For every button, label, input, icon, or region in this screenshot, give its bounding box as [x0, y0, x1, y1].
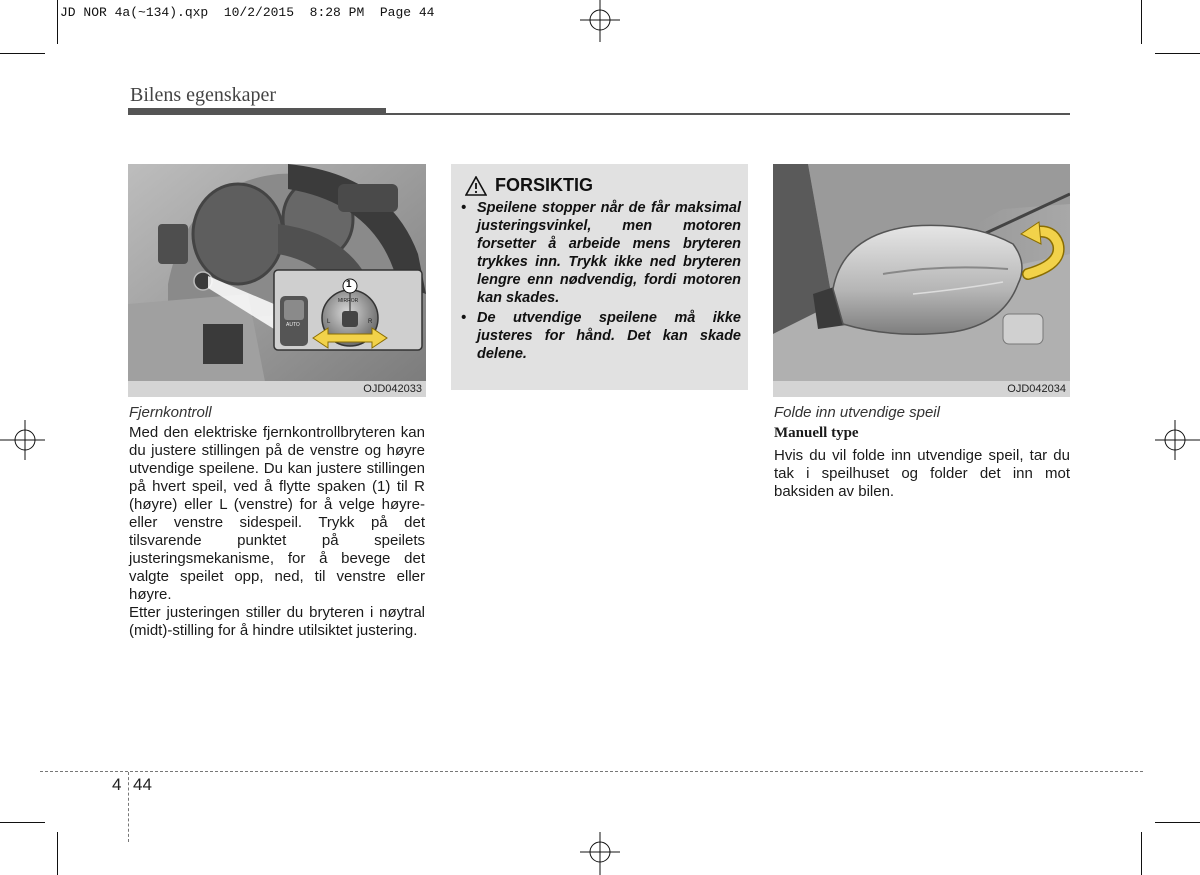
chapter-number: 4 — [112, 775, 122, 794]
caution-list — [459, 199, 741, 365]
caution-item: • De utvendige speilene må ikke justeres for hånd. Det kan skade delene. — [461, 310, 741, 362]
header-rule-thick — [128, 108, 386, 115]
right-body-text: Hvis du vil folde inn utvendige speil, tar du tak i speilhuset og folder det inn mot baksiden av bilen. — [774, 447, 1070, 500]
caution-header — [465, 175, 593, 196]
print-file-header: JD NOR 4a(~134).qxp 10/2/2015 8:28 PM Page 44 — [60, 5, 435, 20]
registration-mark-bottom — [575, 830, 625, 875]
switch-label-mirror: MIRROR — [338, 298, 359, 304]
footer-dashed-rule — [40, 771, 1143, 772]
warning-triangle-icon — [465, 176, 487, 196]
mirror-switch-figure — [128, 164, 426, 397]
header-rule-thin — [386, 113, 1070, 115]
footer-dashed-divider — [128, 772, 129, 842]
caution-box — [451, 164, 748, 390]
left-body-text — [129, 424, 425, 640]
switch-label-auto: AUTO — [286, 322, 300, 328]
registration-mark-right — [1155, 415, 1200, 465]
subheading-fold-mirrors: Folde inn utvendige speil — [774, 404, 940, 421]
subheading-remote-control: Fjernkontroll — [129, 404, 212, 421]
manual-type-heading: Manuell type — [774, 425, 859, 441]
figure-caption-left: OJD042033 — [128, 381, 426, 397]
left-paragraph-2: Etter justeringen stiller du bryteren i nøytral (midt)-stilling for å hindre utilsiktet justering. — [129, 604, 425, 639]
section-title: Bilens egenskaper — [130, 84, 277, 106]
switch-label-left: L — [327, 319, 331, 325]
registration-mark-top — [575, 0, 625, 45]
figure-caption-right: OJD042034 — [773, 381, 1070, 397]
caution-item: • Speilene stopper når de får maksimal justeringsvinkel, men motoren forsetter å arbeide mens bryteren trykkes inn. Trykk ikke ned bryteren lengre enn nødvendig, fordi motoren kan skades. — [461, 200, 741, 306]
registration-mark-left — [0, 415, 45, 465]
left-paragraph-1: Med den elektriske fjernkontrollbryteren kan du justere stillingen på de venstre og høyre utvendige speilene. Du kan justere stillingen på hvert speil, ved å flytte spaken (1) til R (høyre) eller L (venstre) for å velge høyre- eller venstre sidespeil. Trykk på det tilsvarende punktet på speilets justeringsmekanisme, for å bevege det valgte speilet opp, ned, til venstre eller høyre. — [129, 424, 425, 603]
callout-number: 1 — [346, 279, 352, 290]
page-number: 44 — [133, 775, 152, 794]
folding-mirror-figure — [773, 164, 1070, 397]
switch-label-right: R — [368, 319, 373, 325]
caution-title: FORSIKTIG — [495, 175, 593, 195]
